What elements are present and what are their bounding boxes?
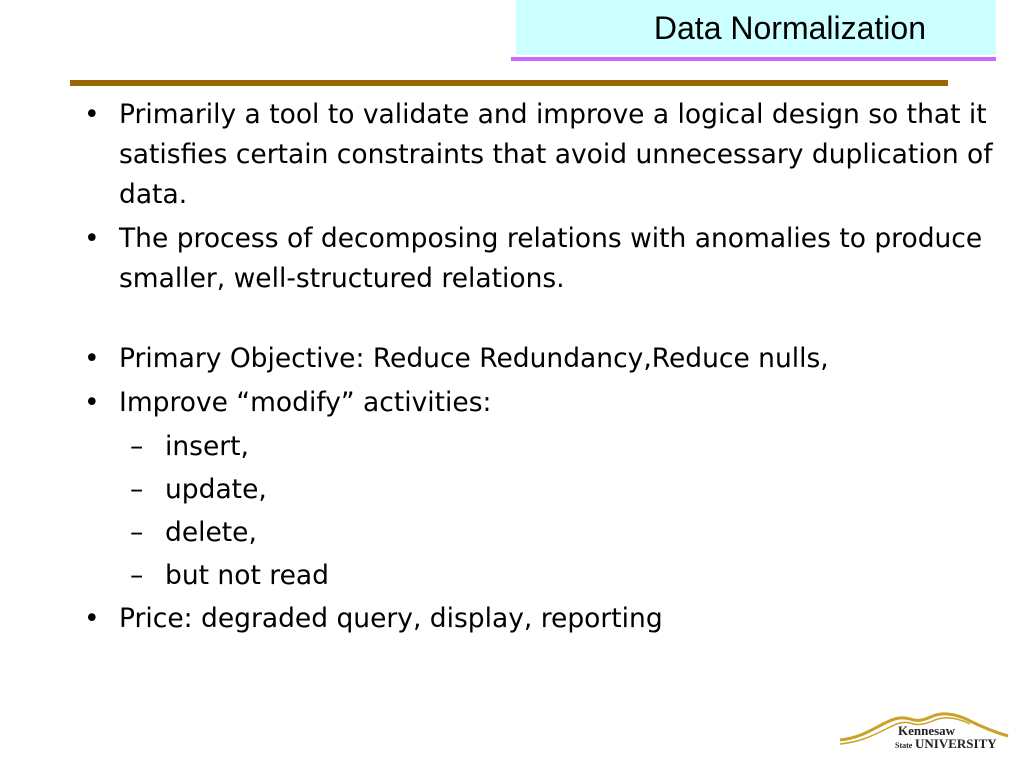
- bullet-text: Improve “modify” activities:: [119, 387, 492, 418]
- bullet-item: [78, 219, 1008, 299]
- bullet-text: Primarily a tool to validate and improve a logical design so that it satisfies certain constraints that avoid unnecessary duplication of data.: [119, 99, 993, 210]
- bullet-text: Price: degraded query, display, reporting: [119, 603, 663, 634]
- title-underline: [511, 57, 996, 61]
- sub-bullet-item: [78, 427, 1008, 467]
- logo-text-kennesaw: Kennesaw: [898, 723, 956, 738]
- sub-bullet-text: but not read: [165, 560, 329, 591]
- dash-marker: –: [130, 474, 144, 505]
- dash-marker: –: [130, 517, 144, 548]
- sub-bullet-text: insert,: [165, 431, 249, 462]
- bullet-text: The process of decomposing relations with anomalies to produce smaller, well-structured relations.: [119, 223, 983, 294]
- bullet-marker: •: [84, 99, 100, 130]
- bullet-item: [78, 339, 1008, 379]
- bullet-text: Primary Objective: Reduce Redundancy,Reduce nulls,: [119, 343, 829, 374]
- sub-bullet-item: [78, 556, 1008, 596]
- bullet-marker: •: [84, 223, 100, 254]
- bullet-marker: •: [84, 603, 100, 634]
- bullet-item: [78, 599, 1008, 639]
- sub-bullet-item: [78, 513, 1008, 553]
- sub-bullet-text: delete,: [165, 517, 257, 548]
- slide-title: Data Normalization: [653, 10, 926, 46]
- bullet-item: [78, 383, 1008, 423]
- bullet-list: [78, 95, 1008, 643]
- logo-text-university: UNIVERSITY: [915, 736, 997, 751]
- sub-bullet-item: [78, 470, 1008, 510]
- university-logo: [838, 710, 1010, 754]
- bullet-marker: •: [84, 387, 100, 418]
- bullet-item: [78, 95, 1008, 215]
- bullet-marker: •: [84, 343, 100, 374]
- sub-bullet-text: update,: [165, 474, 267, 505]
- horizontal-rule: [70, 80, 948, 86]
- logo-text-state: State: [895, 741, 913, 750]
- dash-marker: –: [130, 560, 144, 591]
- dash-marker: –: [130, 431, 144, 462]
